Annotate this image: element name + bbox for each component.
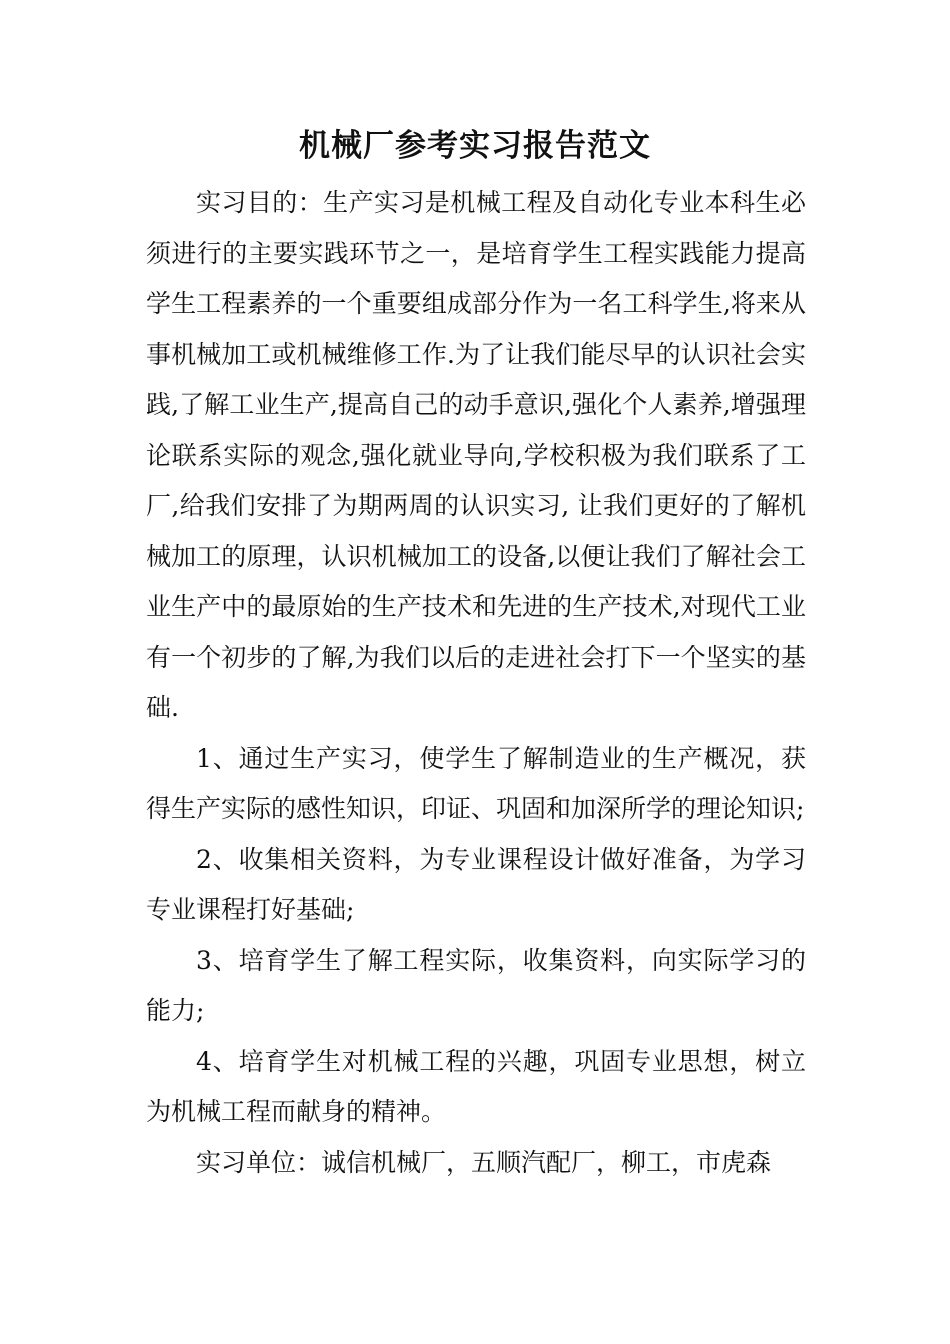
paragraph-item-4: 4、培育学生对机械工程的兴趣，巩固专业思想，树立为机械工程而献身的精神。: [146, 1046, 806, 1126]
paragraph-purpose: 实习目的：生产实习是机械工程及自动化专业本科生必须进行的主要实践环节之一，是培育学生工程实践能力提高学生工程素养的一个重要组成部分作为一名工科学生,将来从事机械加工或机械维修工作.为了让我们能尽早的认识社会实践,了解工业生产,提高自己的动手意识,强化个人素养,增强理论联系实际的观念,强化就业导向,学校积极为我们联系了工厂,给我们安排了为期两周的认识实习, 让我们更好的了解机械加工的原理，认识机械加工的设备,以便让我们了解社会工业生产中的最原始的生产技术和先进的生产技术,对现代工业有一个初步的了解,为我们以后的走进社会打下一个坚实的基础.: [146, 188, 806, 722]
document-title: 机械厂参考实习报告范文: [299, 128, 651, 164]
paragraph-item-2: 2、收集相关资料，为专业课程设计做好准备，为学习专业课程打好基础;: [146, 844, 806, 924]
paragraph-item-3: 3、培育学生了解工程实际，收集资料，向实际学习的能力;: [146, 945, 806, 1025]
document-body: [146, 178, 806, 1188]
paragraph-item-1: 1、通过生产实习，使学生了解制造业的生产概况，获得生产实际的感性知识，印证、巩固和加深所学的理论知识;: [146, 743, 806, 823]
paragraph-internship-units: 实习单位：诚信机械厂，五顺汽配厂，柳工，市虎森: [196, 1147, 772, 1177]
